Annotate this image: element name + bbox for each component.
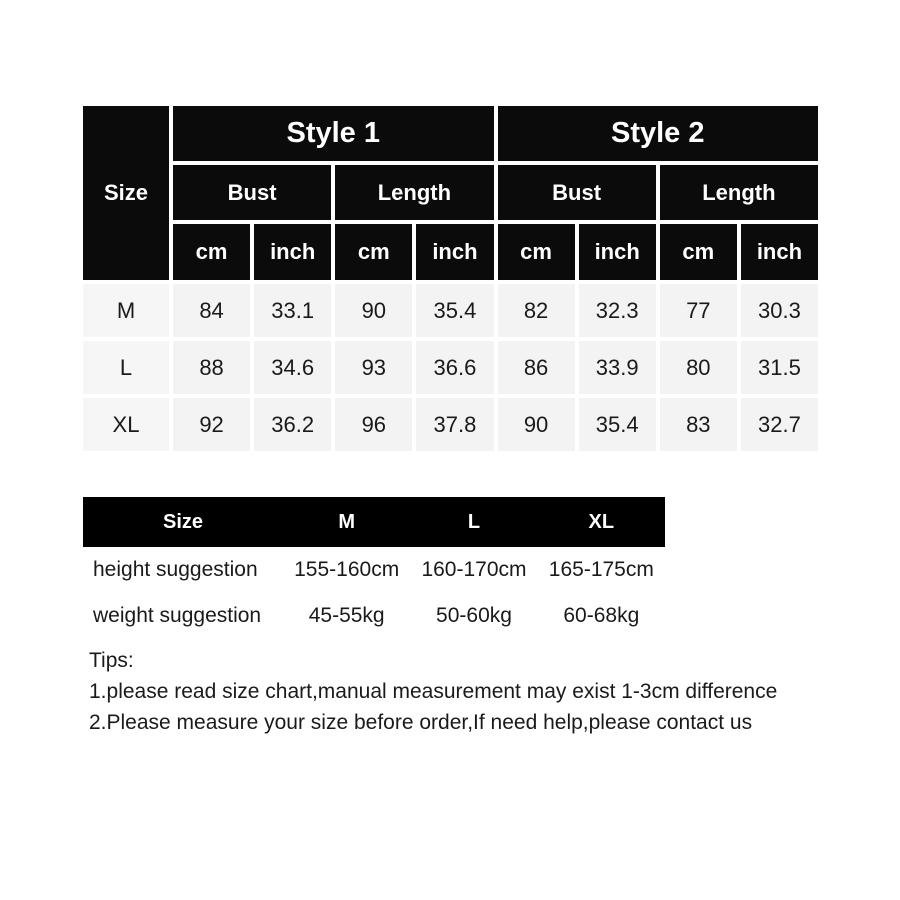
suggestion-header-l: L <box>410 497 537 547</box>
style-2-bust-header: Bust <box>498 165 656 220</box>
table-cell: 88 <box>173 341 250 394</box>
table-cell: 45-55kg <box>308 604 385 627</box>
table-cell: 36.2 <box>254 398 331 451</box>
unit-header-row <box>83 224 818 280</box>
unit-header: inch <box>741 224 818 280</box>
weight-suggestion-row <box>83 593 665 639</box>
unit-header: inch <box>254 224 331 280</box>
table-cell: 160-170cm <box>421 558 527 581</box>
size-chart-table <box>79 102 822 455</box>
table-cell: 155-160cm <box>294 558 400 581</box>
table-cell: 82 <box>498 284 575 337</box>
unit-header: cm <box>335 224 412 280</box>
unit-header: cm <box>660 224 737 280</box>
style-2-length-header: Length <box>660 165 818 220</box>
tip-line: 1.please read size chart,manual measurement may exist 1-3cm difference <box>89 680 778 703</box>
table-cell: 36.6 <box>416 341 493 394</box>
table-cell: 33.9 <box>579 341 656 394</box>
table-cell: 32.3 <box>579 284 656 337</box>
suggestion-header-row <box>83 497 665 547</box>
table-cell: 83 <box>660 398 737 451</box>
table-cell: 90 <box>498 398 575 451</box>
style-1-header: Style 1 <box>173 106 494 161</box>
table-cell: 60-68kg <box>563 604 640 627</box>
height-suggestion-label: height suggestion <box>93 558 258 581</box>
table-row <box>83 341 818 394</box>
table-row <box>83 398 818 451</box>
unit-header: cm <box>498 224 575 280</box>
table-cell: 32.7 <box>741 398 818 451</box>
size-suggestion-table <box>83 497 665 639</box>
table-row <box>83 284 818 337</box>
row-size-label: XL <box>83 398 169 451</box>
table-cell: 50-60kg <box>436 604 512 627</box>
tip-line: 2.Please measure your size before order,If need help,please contact us <box>89 711 753 734</box>
row-size-label: M <box>83 284 169 337</box>
table-cell: 165-175cm <box>548 558 654 581</box>
suggestion-header-m: M <box>283 497 410 547</box>
row-size-label: L <box>83 341 169 394</box>
suggestion-size-header: Size <box>83 497 283 547</box>
style-header-row <box>83 106 818 161</box>
table-cell: 31.5 <box>741 341 818 394</box>
measure-header-row <box>83 165 818 220</box>
height-suggestion-row <box>83 547 665 593</box>
table-cell: 96 <box>335 398 412 451</box>
table-cell: 93 <box>335 341 412 394</box>
table-cell: 30.3 <box>741 284 818 337</box>
tips-title: Tips: <box>89 649 134 672</box>
style-1-bust-header: Bust <box>173 165 331 220</box>
table-cell: 77 <box>660 284 737 337</box>
table-cell: 35.4 <box>579 398 656 451</box>
table-cell: 33.1 <box>254 284 331 337</box>
suggestion-header-xl: XL <box>538 497 665 547</box>
style-2-header: Style 2 <box>498 106 819 161</box>
table-cell: 37.8 <box>416 398 493 451</box>
table-cell: 92 <box>173 398 250 451</box>
table-cell: 86 <box>498 341 575 394</box>
size-header: Size <box>83 106 169 280</box>
unit-header: inch <box>416 224 493 280</box>
style-1-length-header: Length <box>335 165 493 220</box>
table-cell: 84 <box>173 284 250 337</box>
table-cell: 35.4 <box>416 284 493 337</box>
table-cell: 34.6 <box>254 341 331 394</box>
table-cell: 80 <box>660 341 737 394</box>
unit-header: inch <box>579 224 656 280</box>
unit-header: cm <box>173 224 250 280</box>
tips-section <box>89 645 879 738</box>
weight-suggestion-label: weight suggestion <box>93 604 262 627</box>
table-cell: 90 <box>335 284 412 337</box>
